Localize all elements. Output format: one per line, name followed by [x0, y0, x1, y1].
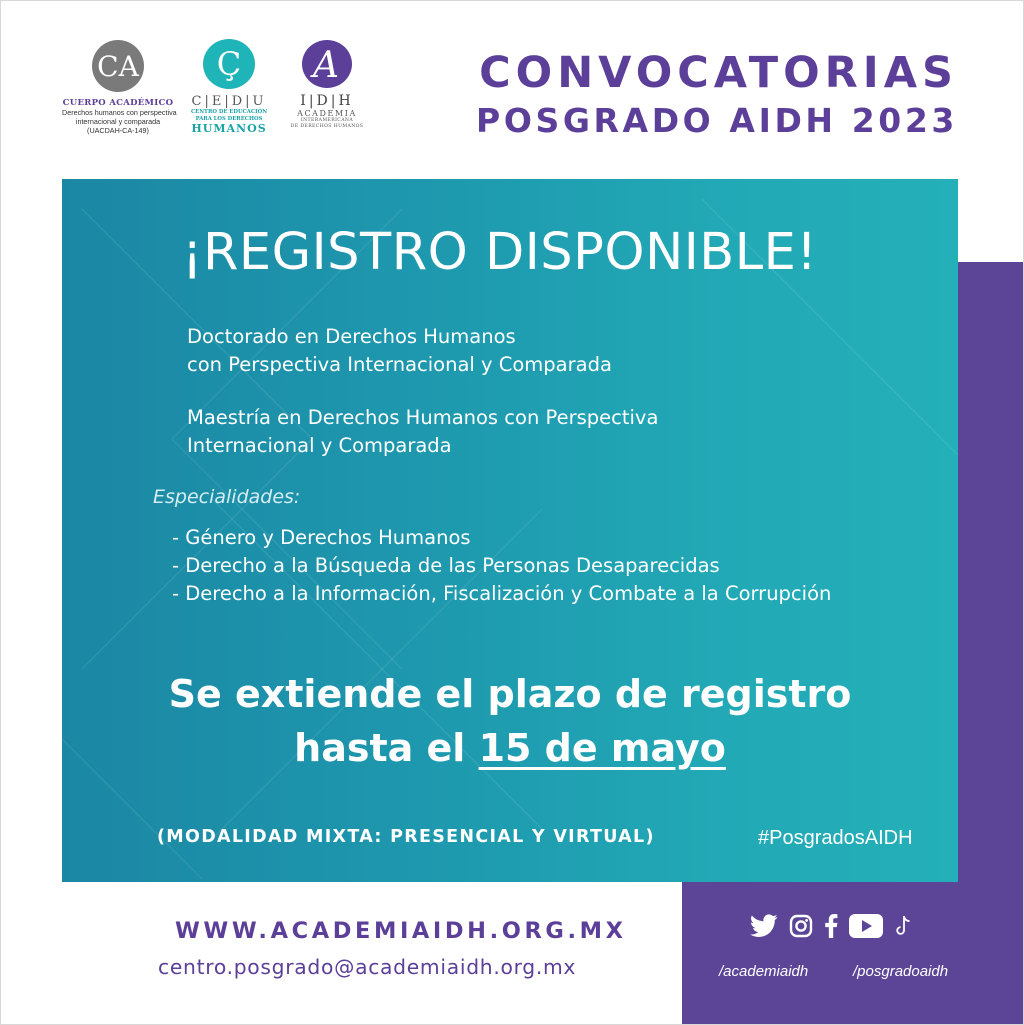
deadline-line-2: [62, 721, 958, 775]
social-icons: [750, 914, 914, 942]
idh-name: ACADEMIA: [297, 109, 357, 118]
ca-logo-line: (UACDAH-CA-149): [87, 126, 149, 135]
cedu-small-line: PARA LOS DERECHOS: [195, 115, 263, 122]
list-item: - Derecho a la Búsqueda de las Personas Desaparecidas: [172, 554, 720, 577]
ca-logo-line: internacional y comparada: [75, 117, 161, 126]
cedu-letters: C|E|D|U: [191, 94, 267, 109]
specialties-label: Especialidades:: [153, 486, 301, 508]
cedu-small-line: CENTRO DE EDUCACIÓN: [190, 109, 268, 115]
headline-posgrado: POSGRADO AIDH 2023: [476, 101, 958, 140]
headline-convocatorias: CONVOCATORIAS: [479, 48, 958, 98]
idh-logo: [288, 38, 366, 130]
cuerpo-academico-logo: [62, 38, 177, 135]
list-item: - Género y Derechos Humanos: [172, 526, 471, 549]
deadline-line-1: Se extiende el plazo de registro: [168, 672, 852, 716]
tiktok-icon[interactable]: [894, 914, 914, 942]
deadline-date: 15 de mayo: [478, 726, 726, 770]
youtube-icon[interactable]: [849, 914, 883, 942]
idh-monogram-icon: [296, 38, 358, 90]
idh-small-line: INTERAMERICANA: [300, 118, 354, 123]
social-handle-posgradoaidh[interactable]: /posgradoaidh: [853, 963, 949, 980]
social-handle-academiaidh[interactable]: /academiaidh: [719, 963, 809, 980]
ca-logo-line: Derechos humanos con perspectiva: [62, 108, 177, 117]
facebook-icon[interactable]: [824, 914, 838, 942]
website-link[interactable]: WWW.ACADEMIAIDH.ORG.MX: [175, 918, 627, 944]
idh-letters: I|D|H: [300, 93, 354, 109]
ca-monogram-text: CA: [97, 50, 139, 83]
program-line: con Perspectiva Internacional y Comparada: [187, 353, 612, 376]
program-line: Doctorado en Derechos Humanos: [187, 325, 516, 348]
registration-title: ¡REGISTRO DISPONIBLE!: [182, 223, 818, 282]
cedu-monogram-text: Ç: [216, 45, 242, 83]
ca-monogram-icon: [83, 38, 153, 94]
program-doctorado: [187, 323, 612, 379]
program-line: Internacional y Comparada: [187, 434, 452, 457]
instagram-icon[interactable]: [789, 914, 813, 942]
deadline-extension: [62, 667, 958, 775]
specialties-list: [172, 524, 831, 608]
cedu-big-word: HUMANOS: [191, 122, 267, 135]
idh-small-line: DE DERECHOS HUMANOS: [290, 124, 364, 129]
ca-logo-title: CUERPO ACADÉMICO: [62, 98, 174, 108]
program-line: Maestría en Derechos Humanos con Perspectiva: [187, 406, 659, 429]
deadline-prefix: hasta el: [294, 726, 479, 770]
hashtag: #PosgradosAIDH: [758, 827, 913, 849]
idh-monogram-text: A: [313, 45, 339, 86]
cedu-logo: [188, 38, 270, 135]
twitter-icon[interactable]: [750, 914, 778, 942]
program-maestria: [187, 404, 658, 460]
email-link[interactable]: centro.posgrado@academiaidh.org.mx: [158, 955, 577, 979]
list-item: - Derecho a la Información, Fiscalización y Combate a la Corrupción: [172, 582, 832, 605]
modality-note: (MODALIDAD MIXTA: PRESENCIAL Y VIRTUAL): [157, 827, 655, 847]
registration-panel: [62, 179, 958, 882]
cedu-monogram-icon: [198, 38, 260, 90]
